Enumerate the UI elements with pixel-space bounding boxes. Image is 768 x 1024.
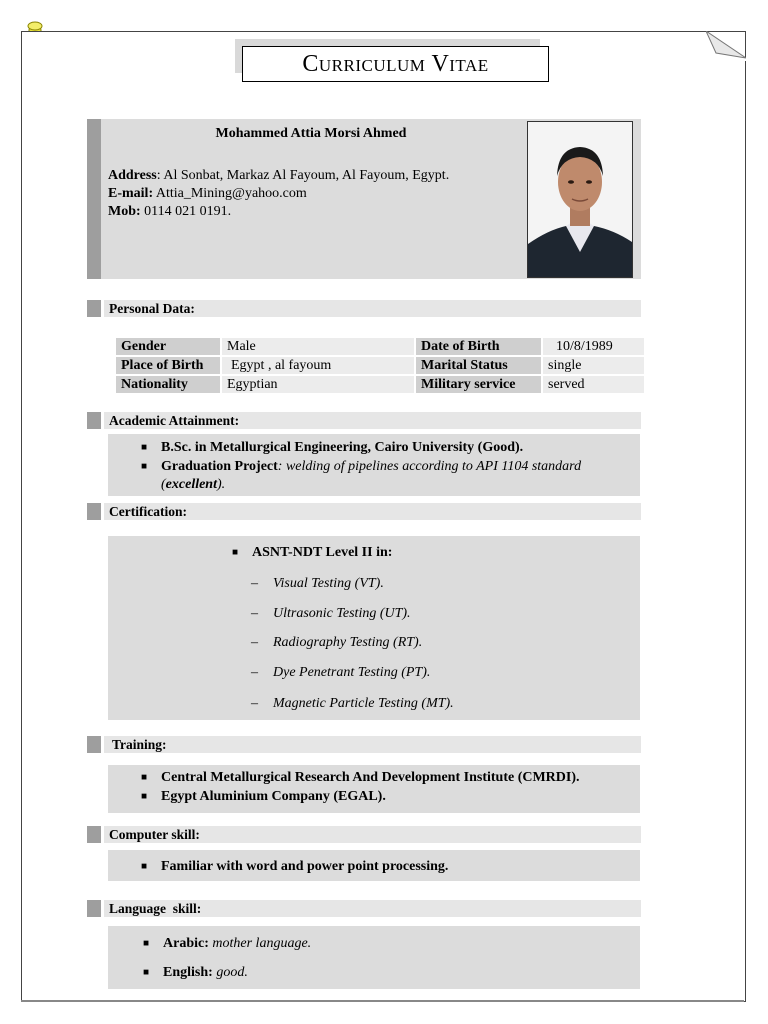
title-box bbox=[242, 46, 549, 82]
certification-panel bbox=[108, 536, 640, 720]
list-item bbox=[251, 694, 454, 713]
list-item bbox=[141, 457, 581, 476]
paren-close: ). bbox=[216, 477, 226, 492]
language-heading-bar bbox=[104, 900, 641, 917]
profile-photo bbox=[527, 121, 633, 278]
table-value: Male bbox=[222, 338, 414, 355]
table-label: Military service bbox=[416, 376, 541, 393]
dash-icon: – bbox=[251, 606, 258, 621]
page-title: Curriculum Vitae bbox=[302, 50, 489, 77]
section-marker bbox=[87, 503, 101, 520]
section-marker bbox=[87, 412, 101, 429]
training-heading-bar bbox=[104, 736, 641, 753]
arabic-label: Arabic: bbox=[163, 936, 209, 951]
bullet-icon: ■ bbox=[141, 861, 148, 872]
graduation-project-label: Graduation Project bbox=[161, 459, 278, 474]
computer-heading: Computer skill: bbox=[109, 827, 200, 842]
table-value: 10/8/1989 bbox=[543, 338, 644, 355]
bullet-icon: ■ bbox=[143, 967, 150, 978]
table-label: Place of Birth bbox=[116, 357, 220, 374]
certification-heading-bar bbox=[104, 503, 641, 520]
bullet-icon: ■ bbox=[141, 791, 148, 802]
personal-data-table bbox=[114, 336, 646, 395]
graduation-project-text: : welding of pipelines according to API 1104 standard bbox=[277, 459, 582, 474]
language-heading: Language skill: bbox=[109, 901, 202, 916]
list-item bbox=[141, 787, 386, 806]
dash-icon: – bbox=[251, 665, 258, 680]
list-item-continuation bbox=[161, 475, 225, 494]
personal-data-heading-bar bbox=[104, 300, 641, 317]
list-item bbox=[251, 604, 411, 623]
section-marker bbox=[87, 300, 101, 317]
candidate-name: Mohammed Attia Morsi Ahmed bbox=[215, 126, 407, 141]
bullet-icon: ■ bbox=[141, 442, 148, 453]
list-item bbox=[251, 574, 384, 593]
table-label: Marital Status bbox=[416, 357, 541, 374]
list-item bbox=[251, 663, 430, 682]
list-item bbox=[141, 857, 448, 876]
table-row bbox=[116, 338, 644, 355]
bullet-icon: ■ bbox=[141, 772, 148, 783]
table-row bbox=[116, 357, 644, 374]
table-label: Nationality bbox=[116, 376, 220, 393]
table-value: Egypt , al fayoum bbox=[222, 357, 414, 374]
personal-data-heading: Personal Data: bbox=[109, 301, 195, 316]
certification-item: Dye Penetrant Testing (PT). bbox=[273, 665, 431, 680]
computer-heading-bar bbox=[104, 826, 641, 843]
section-marker bbox=[87, 900, 101, 917]
certification-main: ASNT-NDT Level II in: bbox=[252, 545, 393, 560]
certification-item: Magnetic Particle Testing (MT). bbox=[273, 696, 454, 711]
arabic-value: mother language. bbox=[208, 936, 312, 951]
contact-info bbox=[108, 167, 449, 221]
certification-item: Radiography Testing (RT). bbox=[273, 635, 423, 650]
list-item bbox=[143, 934, 311, 953]
certification-item: Visual Testing (VT). bbox=[273, 576, 384, 591]
table-label: Date of Birth bbox=[416, 338, 541, 355]
email-label: E-mail: bbox=[108, 186, 154, 201]
table-value: single bbox=[543, 357, 644, 374]
certification-heading: Certification: bbox=[109, 504, 187, 519]
section-marker bbox=[87, 826, 101, 843]
bottom-rule bbox=[21, 1000, 744, 1002]
address-value: : Al Sonbat, Markaz Al Fayoum, Al Fayoum, Egypt. bbox=[156, 168, 450, 183]
list-item bbox=[141, 438, 523, 457]
academic-heading-bar bbox=[104, 412, 641, 429]
table-value: Egyptian bbox=[222, 376, 414, 393]
computer-item: Familiar with word and power point processing. bbox=[161, 859, 449, 874]
mobile-label: Mob: bbox=[108, 204, 141, 219]
english-value: good. bbox=[212, 965, 248, 980]
bullet-icon: ■ bbox=[232, 547, 239, 558]
academic-heading: Academic Attainment: bbox=[109, 413, 240, 428]
dash-icon: – bbox=[251, 696, 258, 711]
list-item bbox=[141, 768, 580, 787]
academic-degree: B.Sc. in Metallurgical Engineering, Cairo University (Good). bbox=[161, 440, 524, 455]
mobile-value: 0114 021 0191. bbox=[140, 204, 232, 219]
table-value: served bbox=[543, 376, 644, 393]
section-marker bbox=[87, 736, 101, 753]
bullet-icon: ■ bbox=[143, 938, 150, 949]
dash-icon: – bbox=[251, 576, 258, 591]
training-item: Central Metallurgical Research And Development Institute (CMRDI). bbox=[161, 770, 580, 785]
header-side-bar bbox=[87, 119, 101, 279]
english-label: English: bbox=[163, 965, 213, 980]
header-panel bbox=[101, 119, 641, 279]
dash-icon: – bbox=[251, 635, 258, 650]
list-item bbox=[251, 633, 422, 652]
bullet-icon: ■ bbox=[141, 461, 148, 472]
list-item bbox=[143, 963, 248, 982]
paren-open: ( bbox=[161, 477, 166, 492]
table-row bbox=[116, 376, 644, 393]
list-item bbox=[232, 543, 392, 562]
address-label: Address bbox=[108, 168, 157, 183]
certification-item: Ultrasonic Testing (UT). bbox=[273, 606, 411, 621]
table-label: Gender bbox=[116, 338, 220, 355]
email-value: Attia_Mining@yahoo.com bbox=[153, 186, 307, 201]
graduation-grade: excellent bbox=[165, 477, 217, 492]
training-item: Egypt Aluminium Company (EGAL). bbox=[161, 789, 386, 804]
training-heading: Training: bbox=[112, 737, 167, 752]
page-curl-icon bbox=[706, 31, 746, 61]
